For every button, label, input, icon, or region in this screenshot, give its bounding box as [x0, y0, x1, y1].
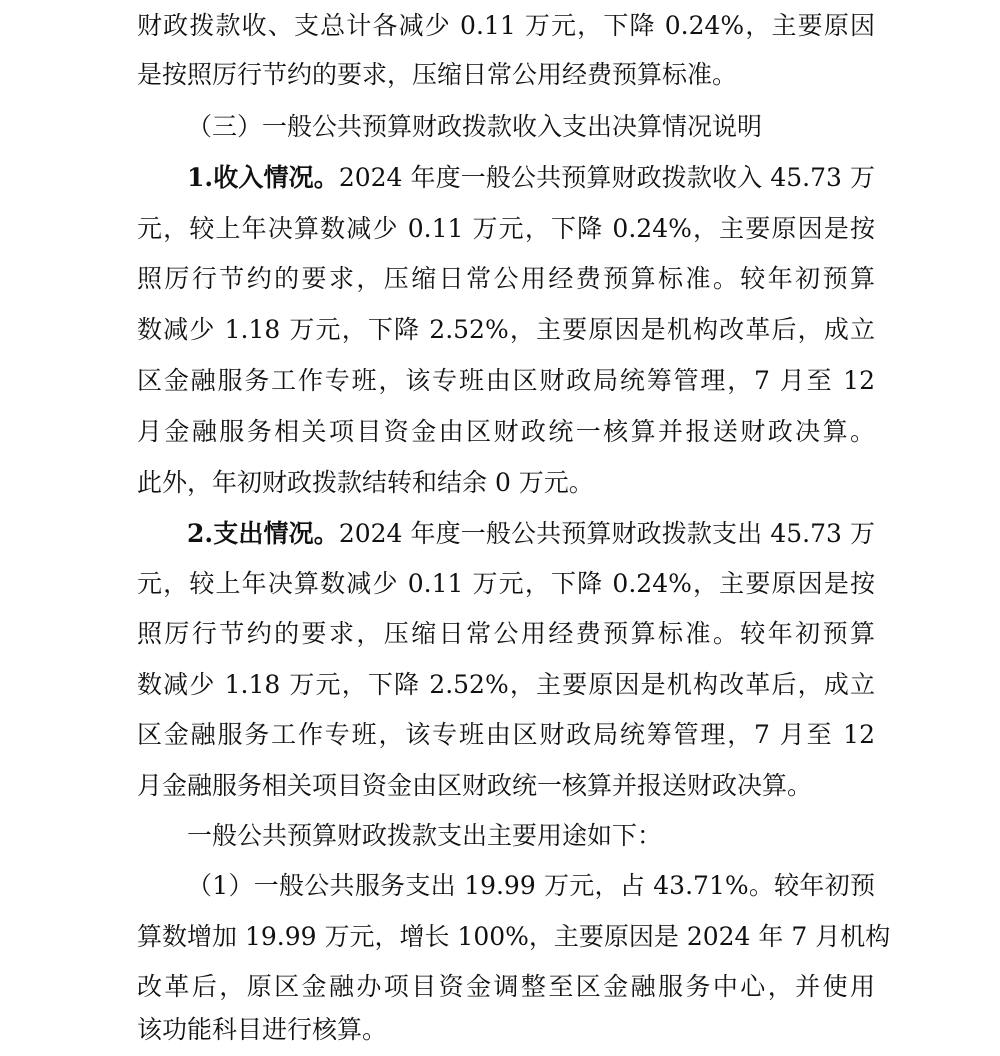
paragraph-line: 区金融服务工作专班，该专班由区财政局统筹管理，7 月至 12 — [137, 366, 875, 395]
income-label: 1.收入情况。 — [187, 163, 339, 192]
paragraph-line: 是按照厉行节约的要求，压缩日常公用经费预算标准。 — [137, 60, 738, 89]
paragraph-line: 数减少 1.18 万元，下降 2.52%，主要原因是机构改革后，成立 — [137, 670, 875, 699]
paragraph-line: 月金融服务相关项目资金由区财政统一核算并报送财政决算。 — [137, 417, 875, 446]
paragraph-line: 区金融服务工作专班，该专班由区财政局统筹管理，7 月至 12 — [137, 720, 875, 749]
paragraph-line: （1）一般公共服务支出 19.99 万元，占 43.71%。较年初预 — [187, 871, 875, 900]
paragraph-line: 数减少 1.18 万元，下降 2.52%，主要原因是机构改革后，成立 — [137, 315, 875, 344]
expense-label: 2.支出情况。 — [187, 519, 339, 548]
expense-paragraph-first-line — [187, 509, 875, 559]
paragraph-line: 照厉行节约的要求，压缩日常公用经费预算标准。较年初预算 — [137, 619, 875, 648]
section-heading: （三）一般公共预算财政拨款收入支出决算情况说明 — [187, 112, 763, 141]
paragraph-line: 算数增加 19.99 万元，增长 100%，主要原因是 2024 年 7 月机构 — [137, 922, 891, 951]
income-text: 2024 年度一般公共预算财政拨款收入 45.73 万 — [338, 163, 875, 192]
paragraph-line: 财政拨款收、支总计各减少 0.11 万元，下降 0.24%，主要原因 — [137, 11, 875, 40]
paragraph-line: 该功能科目进行核算。 — [137, 1015, 388, 1044]
expense-text: 2024 年度一般公共预算财政拨款支出 45.73 万 — [338, 519, 875, 548]
paragraph-line: 此外，年初财政拨款结转和结余 0 万元。 — [137, 468, 594, 497]
paragraph-line: 月金融服务相关项目资金由区财政统一核算并报送财政决算。 — [137, 771, 813, 800]
paragraph-line: 照厉行节约的要求，压缩日常公用经费预算标准。较年初预算 — [137, 264, 875, 293]
paragraph-line: 元，较上年决算数减少 0.11 万元，下降 0.24%，主要原因是按 — [137, 569, 875, 598]
paragraph-line: 改革后，原区金融办项目资金调整至区金融服务中心，并使用 — [137, 972, 875, 1001]
income-paragraph-first-line — [187, 153, 875, 203]
paragraph-line: 元，较上年决算数减少 0.11 万元，下降 0.24%，主要原因是按 — [137, 214, 875, 243]
usage-intro: 一般公共预算财政拨款支出主要用途如下： — [187, 821, 663, 850]
